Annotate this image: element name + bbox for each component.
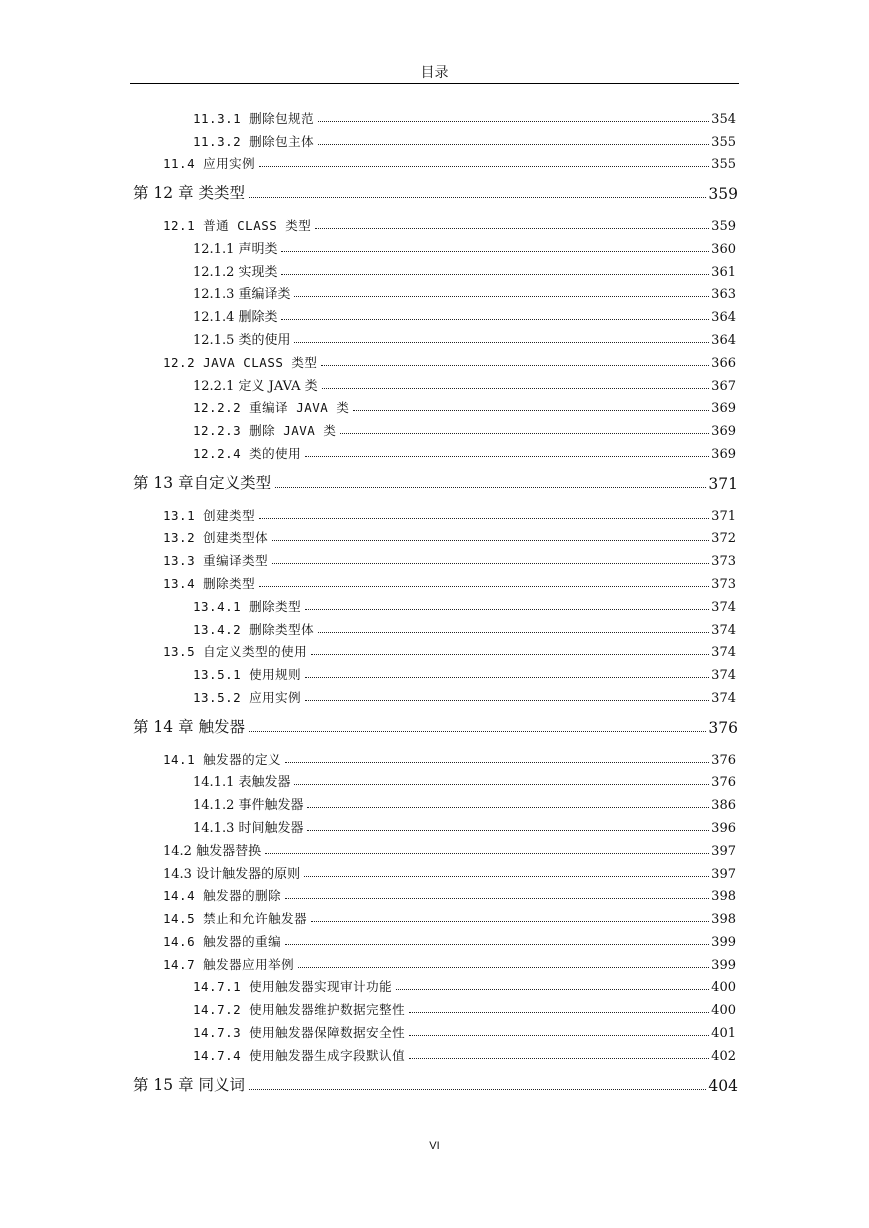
toc-entry-label: 14.7.3 使用触发器保障数据安全性 bbox=[193, 1025, 406, 1041]
toc-entry-label: 14.3 设计触发器的原则 bbox=[163, 866, 301, 882]
dot-leader bbox=[249, 1089, 706, 1090]
toc-entry[interactable] bbox=[0, 904, 869, 927]
toc-chapter-entry[interactable] bbox=[0, 1072, 869, 1095]
toc-entry[interactable] bbox=[0, 416, 869, 439]
toc-entry-label: 第 12 章 类类型 bbox=[133, 184, 246, 203]
dot-leader bbox=[259, 518, 709, 519]
toc-entry-page: 369 bbox=[711, 401, 736, 417]
toc-entry-label: 12.2.3 删除 JAVA 类 bbox=[193, 423, 337, 439]
toc-entry-page: 374 bbox=[711, 668, 736, 684]
toc-entry-page: 369 bbox=[711, 424, 736, 440]
dot-leader bbox=[311, 921, 709, 922]
toc-entry[interactable] bbox=[0, 638, 869, 661]
toc-entry-label: 12.1.2 实现类 bbox=[193, 264, 278, 280]
toc-entry-label: 第 14 章 触发器 bbox=[133, 717, 246, 736]
toc-entry-page: 397 bbox=[711, 866, 736, 882]
toc-entry[interactable] bbox=[0, 234, 869, 257]
toc-entry-label: 12.1.5 类的使用 bbox=[193, 332, 291, 348]
toc-entry-label: 14.6 触发器的重编 bbox=[163, 933, 282, 949]
dot-leader bbox=[285, 944, 709, 945]
toc-entry[interactable] bbox=[0, 813, 869, 836]
toc-entry-page: 399 bbox=[711, 957, 736, 973]
toc-entry-label: 12.1.4 删除类 bbox=[193, 310, 278, 326]
toc-entry-label: 14.7.1 使用触发器实现审计功能 bbox=[193, 979, 393, 995]
toc-entry-label: 13.5.1 使用规则 bbox=[193, 667, 302, 683]
toc-entry-label: 12.1.3 重编译类 bbox=[193, 287, 291, 303]
toc-entry-page: 401 bbox=[711, 1026, 736, 1042]
dot-leader bbox=[272, 540, 709, 541]
dot-leader bbox=[322, 388, 710, 389]
dot-leader bbox=[307, 807, 709, 808]
dot-leader bbox=[281, 251, 709, 252]
toc-entry-page: 367 bbox=[711, 378, 736, 394]
toc-entry[interactable] bbox=[0, 768, 869, 791]
toc-entry-label: 13.5 自定义类型的使用 bbox=[163, 644, 308, 660]
toc-entry[interactable] bbox=[0, 302, 869, 325]
toc-entry[interactable] bbox=[0, 592, 869, 615]
toc-entry-page: 374 bbox=[711, 622, 736, 638]
toc-entry-page: 359 bbox=[708, 185, 738, 204]
toc-entry-page: 376 bbox=[711, 775, 736, 791]
header-rule bbox=[130, 83, 739, 84]
toc-entry-label: 13.1 创建类型 bbox=[163, 507, 256, 523]
toc-entry-label: 14.7.4 使用触发器生成字段默认值 bbox=[193, 1047, 406, 1063]
toc-entry-label: 14.7.2 使用触发器维护数据完整性 bbox=[193, 1002, 406, 1018]
toc-entry-page: 361 bbox=[711, 264, 736, 280]
dot-leader bbox=[294, 784, 709, 785]
dot-leader bbox=[307, 830, 709, 831]
toc-entry-page: 355 bbox=[711, 134, 736, 150]
dot-leader bbox=[305, 700, 709, 701]
toc-entry[interactable] bbox=[0, 1018, 869, 1041]
toc-entry-label: 12.1.1 声明类 bbox=[193, 241, 278, 257]
toc-entry-label: 13.2 创建类型体 bbox=[163, 530, 269, 546]
dot-leader bbox=[321, 365, 709, 366]
dot-leader bbox=[281, 274, 709, 275]
dot-leader bbox=[294, 342, 709, 343]
toc-entry-label: 第 13 章自定义类型 bbox=[133, 473, 272, 492]
toc-entry-page: 366 bbox=[711, 355, 736, 371]
toc-entry[interactable] bbox=[0, 745, 869, 768]
toc-entry-page: 404 bbox=[708, 1076, 738, 1095]
dot-leader bbox=[318, 121, 709, 122]
dot-leader bbox=[396, 989, 709, 990]
toc-entry[interactable] bbox=[0, 882, 869, 905]
toc-entry[interactable] bbox=[0, 927, 869, 950]
dot-leader bbox=[304, 876, 709, 877]
toc-entry-page: 374 bbox=[711, 645, 736, 661]
toc-entry-page: 398 bbox=[711, 912, 736, 928]
dot-leader bbox=[259, 166, 709, 167]
dot-leader bbox=[311, 654, 709, 655]
dot-leader bbox=[249, 197, 706, 198]
toc-entry[interactable] bbox=[0, 546, 869, 569]
dot-leader bbox=[265, 853, 709, 854]
toc-entry-page: 376 bbox=[708, 718, 738, 737]
toc-entry-page: 354 bbox=[711, 111, 736, 127]
toc-entry-page: 398 bbox=[711, 889, 736, 905]
toc-entry[interactable] bbox=[0, 790, 869, 813]
toc-entry-page: 402 bbox=[711, 1048, 736, 1064]
toc-entry[interactable] bbox=[0, 859, 869, 882]
toc-chapter-entry[interactable] bbox=[0, 714, 869, 737]
toc-entry[interactable] bbox=[0, 394, 869, 417]
dot-leader bbox=[409, 1058, 709, 1059]
toc-entry[interactable] bbox=[0, 280, 869, 303]
toc-entry-page: 364 bbox=[711, 332, 736, 348]
toc-entry[interactable] bbox=[0, 950, 869, 973]
toc-entry-label: 12.1 普通 CLASS 类型 bbox=[163, 217, 312, 233]
toc-entry[interactable] bbox=[0, 995, 869, 1018]
toc-entry[interactable] bbox=[0, 660, 869, 683]
toc-entry-page: 386 bbox=[711, 798, 736, 814]
toc-entry-label: 11.3.2 删除包主体 bbox=[193, 133, 315, 149]
toc-entry-label: 12.2.2 重编译 JAVA 类 bbox=[193, 400, 350, 416]
toc-entry[interactable] bbox=[0, 150, 869, 173]
dot-leader bbox=[318, 632, 709, 633]
toc-entry-label: 14.5 禁止和允许触发器 bbox=[163, 911, 308, 927]
table-of-contents bbox=[0, 104, 869, 1095]
toc-entry-label: 13.4 删除类型 bbox=[163, 575, 256, 591]
toc-entry-page: 397 bbox=[711, 843, 736, 859]
toc-entry-page: 364 bbox=[711, 310, 736, 326]
toc-entry-page: 373 bbox=[711, 576, 736, 592]
page-header-title: 目录 bbox=[420, 65, 449, 81]
toc-entry[interactable] bbox=[0, 325, 869, 348]
dot-leader bbox=[272, 563, 709, 564]
dot-leader bbox=[305, 677, 709, 678]
toc-entry-page: 376 bbox=[711, 752, 736, 768]
dot-leader bbox=[259, 586, 709, 587]
toc-entry-label: 14.1.3 时间触发器 bbox=[193, 820, 304, 836]
dot-leader bbox=[315, 228, 709, 229]
dot-leader bbox=[318, 144, 709, 145]
toc-entry[interactable] bbox=[0, 104, 869, 127]
toc-entry-label: 11.4 应用实例 bbox=[163, 156, 256, 172]
toc-chapter-entry[interactable] bbox=[0, 470, 869, 493]
toc-entry-page: 374 bbox=[711, 690, 736, 706]
toc-chapter-entry[interactable] bbox=[0, 180, 869, 203]
toc-entry-page: 371 bbox=[708, 474, 738, 493]
toc-entry-page: 369 bbox=[711, 446, 736, 462]
toc-entry-page: 359 bbox=[711, 218, 736, 234]
toc-entry-label: 14.1 触发器的定义 bbox=[163, 751, 282, 767]
toc-entry-label: 12.2 JAVA CLASS 类型 bbox=[163, 354, 318, 370]
toc-entry[interactable] bbox=[0, 439, 869, 462]
page-number: VI bbox=[429, 1140, 440, 1152]
toc-entry-label: 12.2.4 类的使用 bbox=[193, 445, 302, 461]
toc-entry-label: 14.1.2 事件触发器 bbox=[193, 798, 304, 814]
toc-entry[interactable] bbox=[0, 371, 869, 394]
toc-entry[interactable] bbox=[0, 257, 869, 280]
toc-entry-label: 13.4.2 删除类型体 bbox=[193, 621, 315, 637]
toc-entry[interactable] bbox=[0, 1041, 869, 1064]
toc-entry-page: 396 bbox=[711, 820, 736, 836]
toc-entry[interactable] bbox=[0, 501, 869, 524]
toc-entry-label: 13.4.1 删除类型 bbox=[193, 598, 302, 614]
toc-entry-label: 14.4 触发器的删除 bbox=[163, 888, 282, 904]
toc-entry-label: 第 15 章 同义词 bbox=[133, 1075, 246, 1094]
toc-entry-page: 372 bbox=[711, 531, 736, 547]
toc-entry-page: 399 bbox=[711, 934, 736, 950]
toc-entry[interactable] bbox=[0, 615, 869, 638]
toc-entry-page: 355 bbox=[711, 157, 736, 173]
dot-leader bbox=[294, 296, 709, 297]
toc-entry-page: 373 bbox=[711, 554, 736, 570]
toc-entry-label: 14.2 触发器替换 bbox=[163, 843, 262, 859]
toc-entry-label: 14.7 触发器应用举例 bbox=[163, 956, 295, 972]
dot-leader bbox=[275, 487, 706, 488]
toc-entry[interactable] bbox=[0, 127, 869, 150]
toc-entry-label: 11.3.1 删除包规范 bbox=[193, 110, 315, 126]
toc-entry-page: 400 bbox=[711, 1003, 736, 1019]
toc-entry-label: 14.1.1 表触发器 bbox=[193, 775, 291, 791]
toc-entry-page: 363 bbox=[711, 287, 736, 303]
dot-leader bbox=[340, 433, 709, 434]
toc-entry-page: 371 bbox=[711, 508, 736, 524]
dot-leader bbox=[305, 609, 709, 610]
toc-entry-page: 360 bbox=[711, 241, 736, 257]
dot-leader bbox=[353, 410, 709, 411]
toc-entry[interactable] bbox=[0, 524, 869, 547]
dot-leader bbox=[281, 319, 709, 320]
dot-leader bbox=[285, 762, 709, 763]
toc-entry[interactable] bbox=[0, 348, 869, 371]
toc-entry-label: 13.3 重编译类型 bbox=[163, 553, 269, 569]
dot-leader bbox=[285, 898, 709, 899]
dot-leader bbox=[409, 1035, 709, 1036]
toc-entry[interactable] bbox=[0, 683, 869, 706]
toc-entry[interactable] bbox=[0, 973, 869, 996]
dot-leader bbox=[409, 1012, 709, 1013]
toc-entry-label: 12.2.1 定义 JAVA 类 bbox=[193, 378, 318, 394]
toc-entry-page: 374 bbox=[711, 599, 736, 615]
toc-entry-page: 400 bbox=[711, 980, 736, 996]
dot-leader bbox=[298, 967, 709, 968]
toc-entry[interactable] bbox=[0, 569, 869, 592]
dot-leader bbox=[305, 456, 709, 457]
toc-entry-label: 13.5.2 应用实例 bbox=[193, 689, 302, 705]
dot-leader bbox=[249, 731, 706, 732]
toc-entry[interactable] bbox=[0, 211, 869, 234]
toc-entry[interactable] bbox=[0, 836, 869, 859]
